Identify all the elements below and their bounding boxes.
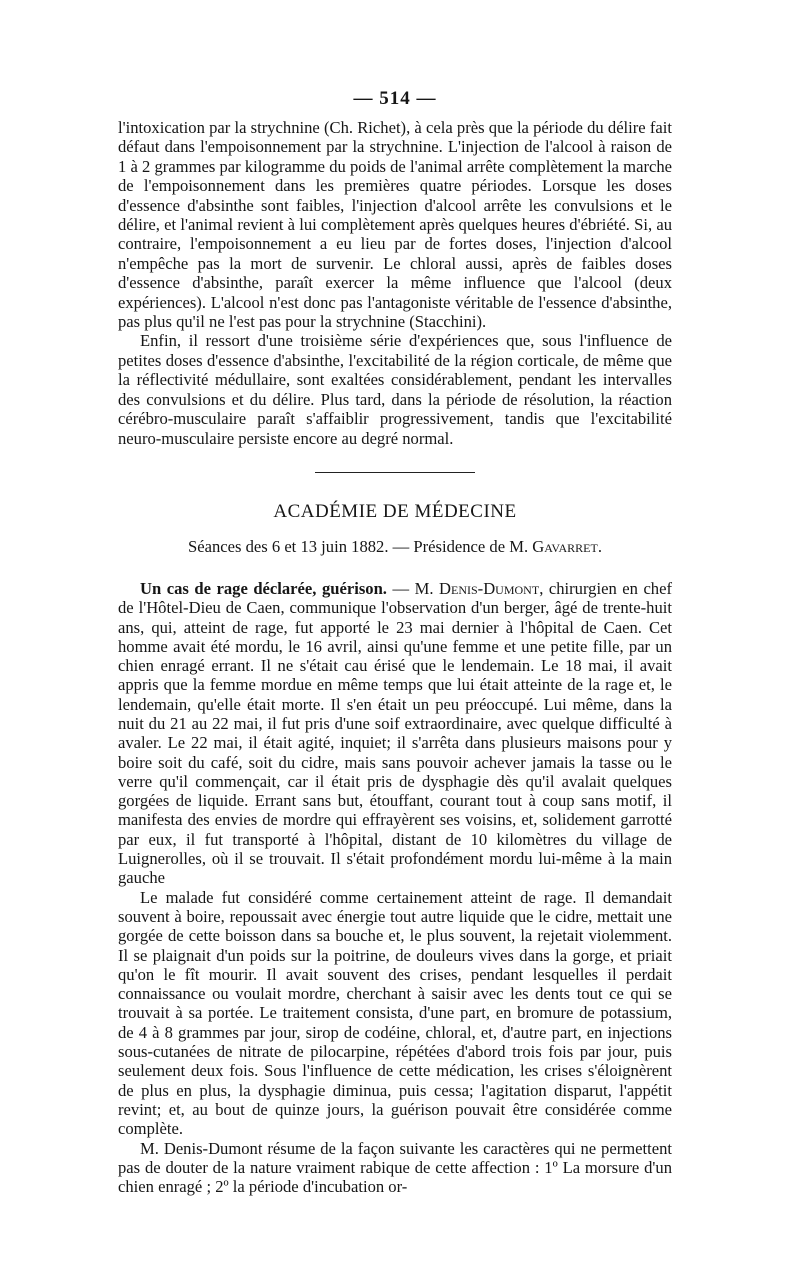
paragraph-treatment: Le malade fut considéré comme certainement atteint de rage. Il demandait souvent à boire, repoussait avec énergie tout autre liquide que le cidre, mettait une gorgée de cette boisson dans sa bouche et, le plus souvent, la rejetait violemment. Il se plaignait d'un poids sur la poitrine, de douleurs vives dans la gorge, et priait qu'on le fît mourir. Il avait souvent des crises, pendant lesquelles il perdait connaissance ou voulait mordre, cherchant à saisir avec les dents tout ce qui se trouvait à sa portée. Le traitement consista, d'une part, en bromure de potassium, de 4 à 8 grammes par jour, sirop de codéine, chloral, et, d'autre part, en injections sous-cutanées de nitrate de pilocarpine, répétées d'abord trois fois par jour, puis seulement deux fois. Sous l'influence de cette médication, les crises s'éloignèrent de plus en plus, la dysphagie diminua, puis cessa; l'agitation disparut, l'appétit revint; et, au bout de quinze jours, la guérison pouvait être considérée comme complète. (118, 887, 672, 1139)
section-title: ACADÉMIE DE MÉDECINE (273, 500, 517, 522)
case-dash: — M. (386, 578, 440, 598)
paragraph-summary: M. Denis-Dumont résume de la façon suivante les caractères qui ne permettent pas de douter de la nature vraiment rabique de cette affection : 1º La morsure d'un chien enragé ; 2º la période d'incubation or- (118, 1138, 672, 1197)
session-line (118, 537, 672, 557)
case-text: , chirurgien en chef de l'Hôtel-Dieu de Caen, communique l'observation d'un berger, âgé de trente-huit ans, qui, atteint de rage, fut apporté le 23 mai dernier à l'hôpital de Caen. Cet homme avait été mordu, le 16 avril, ainsi qu'une femme et une petite fille, par un chien enragé errant. Il ne s'était cau érisé que le lendemain. Le 18 mai, il avait appris que la femme mordue en même temps que lui était atteinte de la rage et, le lendemain, qu'elle était morte. Il s'en était un peu préoccupé. Lui même, dans la nuit du 21 au 22 mai, il fut pris d'une soif extraordinaire, avec quelque difficulté à avaler. Le 22 mai, il était agité, inquiet; il s'arrêta dans plusieurs maisons pour y boire soit du café, soit du cidre, mais sans pouvoir achever jamais la tasse ou le verre qu'il commençait, car il était pris de dysphagie dès qu'il avalait quelques gorgées de liquide. Errant sans but, étouffant, courant tout à coup sans motif, il manifesta des envies de mordre qui effrayèrent ses voisins, et, solidement garrotté par eux, il fut transporté à l'hôpital, distant de 10 kilomètres du village de Luignerolles, où il se trouvait. Il s'était profondément mordu lui-même à la main gauche (118, 578, 672, 888)
case-paragraph (118, 579, 672, 888)
session-president: Gavarret. (532, 536, 602, 556)
case-author: Denis-Dumont (439, 578, 540, 598)
section-divider (315, 472, 475, 473)
paragraph-excitability: Enfin, il ressort d'une troisième série d'expériences que, sous l'influence de petites doses d'essence d'absinthe, l'excitabilité de la région corticale, de même que la réflectivité médullaire, sont exaltées considérablement, pendant les intervalles des convulsions et du délire. Plus tard, dans la période de résolution, la réaction cérébro-musculaire paraît s'affaiblir progressivement, tandis que l'excitabilité neuro-musculaire persiste encore au degré normal. (118, 331, 672, 448)
page-number: — 514 — (353, 88, 437, 109)
session-text: Séances des 6 et 13 juin 1882. — Présidence de M. (188, 536, 533, 556)
case-title: Un cas de rage déclarée, guérison. (140, 578, 387, 598)
paragraph-strychnine: l'intoxication par la strychnine (Ch. Richet), à cela près que la période du délire fait défaut dans l'empoisonnement par la strychnine. L'injection de l'alcool à raison de 1 à 2 grammes par kilogramme du poids de l'animal arrête complètement la marche de l'empoisonnement dans les premières quatre périodes. Lorsque les doses d'essence d'absinthe sont faibles, l'injection d'alcool arrête les convulsions et le délire, et l'animal revient à lui complètement après quelques heures d'ébriété. Si, au contraire, l'empoisonnement a eu lieu par de fortes doses, l'injection d'alcool n'empêche pas la mort de survenir. Le chloral aussi, après de faibles doses d'essence d'absinthe, paraît exercer la même influence que l'alcool (deux expériences). L'alcool n'est donc pas l'antagoniste véritable de l'essence d'absinthe, pas plus qu'il ne l'est pas pour la strychnine (Stacchini). (118, 118, 672, 332)
